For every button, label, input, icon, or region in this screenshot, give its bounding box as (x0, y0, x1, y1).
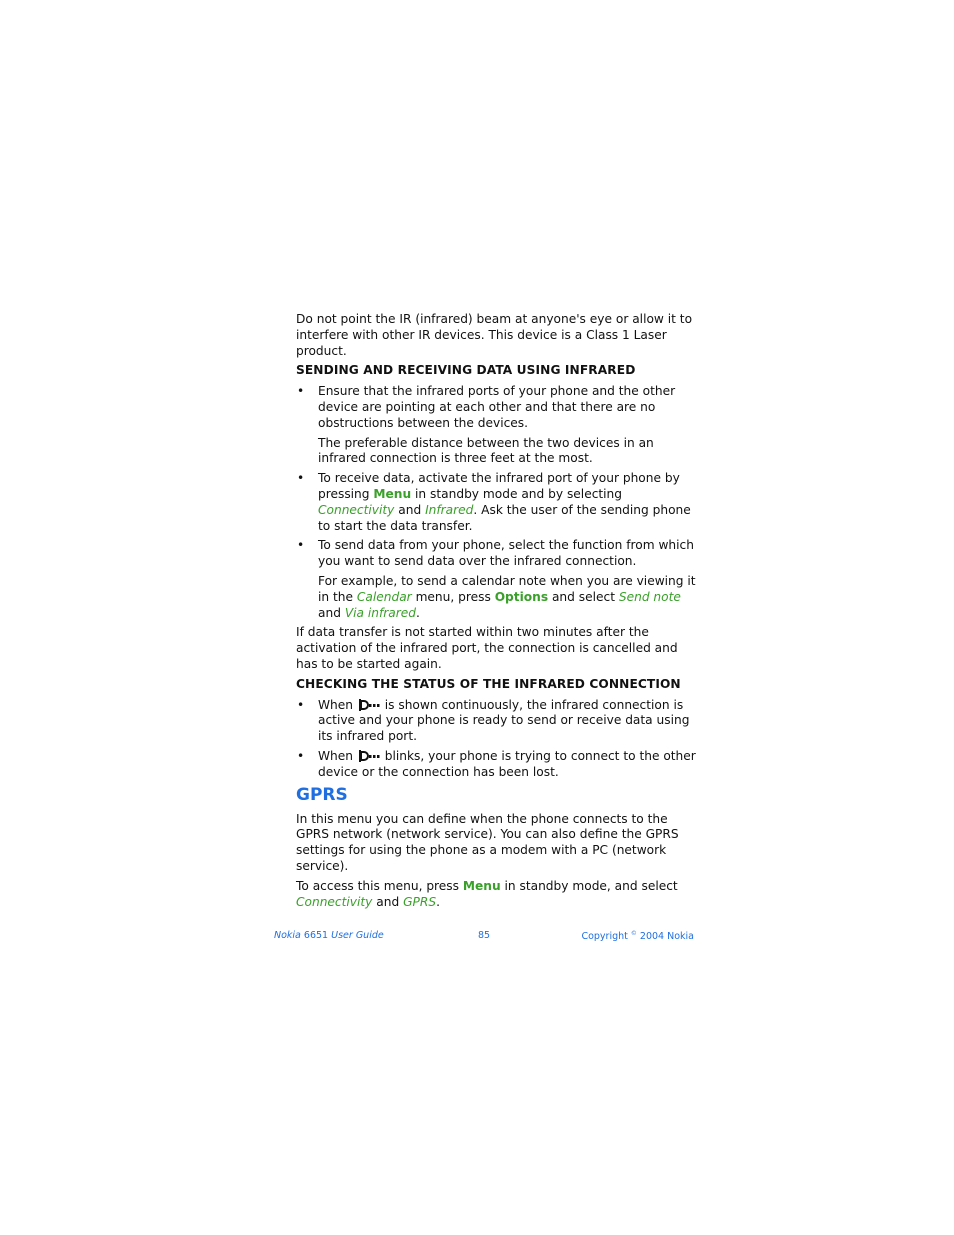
list-item (296, 471, 698, 534)
gprs-paragraph: In this menu you can define when the phone connects to the GPRS network (network service). You can also define the GPRS settings for using the phone as a modem with a PC (network service). (296, 811, 679, 873)
list-text: When is shown continuously, the infrared connection is active and your phone is ready to send or receive data using its infrared port. (318, 697, 690, 744)
infrared-icon (358, 750, 380, 762)
connectivity-link: Connectivity (318, 502, 395, 517)
bullet: • (297, 538, 305, 553)
gprs-title: GPRS (296, 784, 348, 805)
bullet: • (297, 697, 305, 712)
list-text: When blinks, your phone is trying to connect to the other device or the connection has been lost. (318, 748, 696, 779)
gprs-access-paragraph: To access this menu, press Menu in standby mode, and select Connectivity and GPRS. (296, 878, 678, 909)
footer-guide: Nokia 6651 User Guide (274, 930, 384, 941)
list-text: For example, to send a calendar note when you are viewing it in the Calendar menu, press Options and select Send note and Via infrared. (318, 573, 696, 620)
sending-list (296, 384, 698, 621)
bullet: • (297, 471, 305, 486)
list-item (296, 749, 698, 781)
list-text: To receive data, activate the infrared port of your phone by pressing Menu in standby mode and by selecting Connectivity and Infrared. Ask the user of the sending phone to start the data transfer. (318, 471, 691, 533)
infrared-icon (358, 699, 380, 711)
calendar-link: Calendar (356, 589, 412, 604)
send-note-link: Send note (618, 589, 681, 604)
page-number: 85 (478, 930, 491, 941)
transfer-note: If data transfer is not started within two minutes after the activation of the infrared port, the connection is cancelled and has to be started again. (296, 625, 678, 671)
options-key: Options (494, 589, 549, 604)
list-item (296, 538, 698, 621)
gprs-link: GPRS (403, 894, 437, 909)
page-content (296, 312, 698, 914)
connectivity-link: Connectivity (296, 894, 373, 909)
status-list (296, 698, 698, 781)
infrared-link: Infrared (425, 502, 474, 517)
menu-key: Menu (462, 878, 501, 893)
intro-paragraph: Do not point the IR (infrared) beam at anyone's eye or allow it to interfere with other IR devices. This device is a Class 1 Laser product. (296, 312, 693, 358)
list-text: Ensure that the infrared ports of your phone and the other device are pointing at each other and that there are no obstructions between the devices. (318, 384, 676, 430)
list-text: To send data from your phone, select the function from which you want to send data over the infrared connection. (318, 538, 694, 569)
footer-copyright: Copyright © 2004 Nokia (581, 930, 694, 943)
list-item (296, 384, 698, 467)
list-text: The preferable distance between the two devices in an infrared connection is three feet at the most. (318, 435, 654, 466)
section-heading-checking: CHECKING THE STATUS OF THE INFRARED CONNECTION (296, 676, 681, 691)
section-heading-sending: SENDING AND RECEIVING DATA USING INFRARED (296, 363, 636, 378)
bullet: • (297, 384, 305, 399)
bullet: • (297, 748, 305, 763)
menu-key: Menu (373, 486, 412, 501)
list-item (296, 698, 698, 745)
via-infrared-link: Via infrared (344, 605, 417, 620)
